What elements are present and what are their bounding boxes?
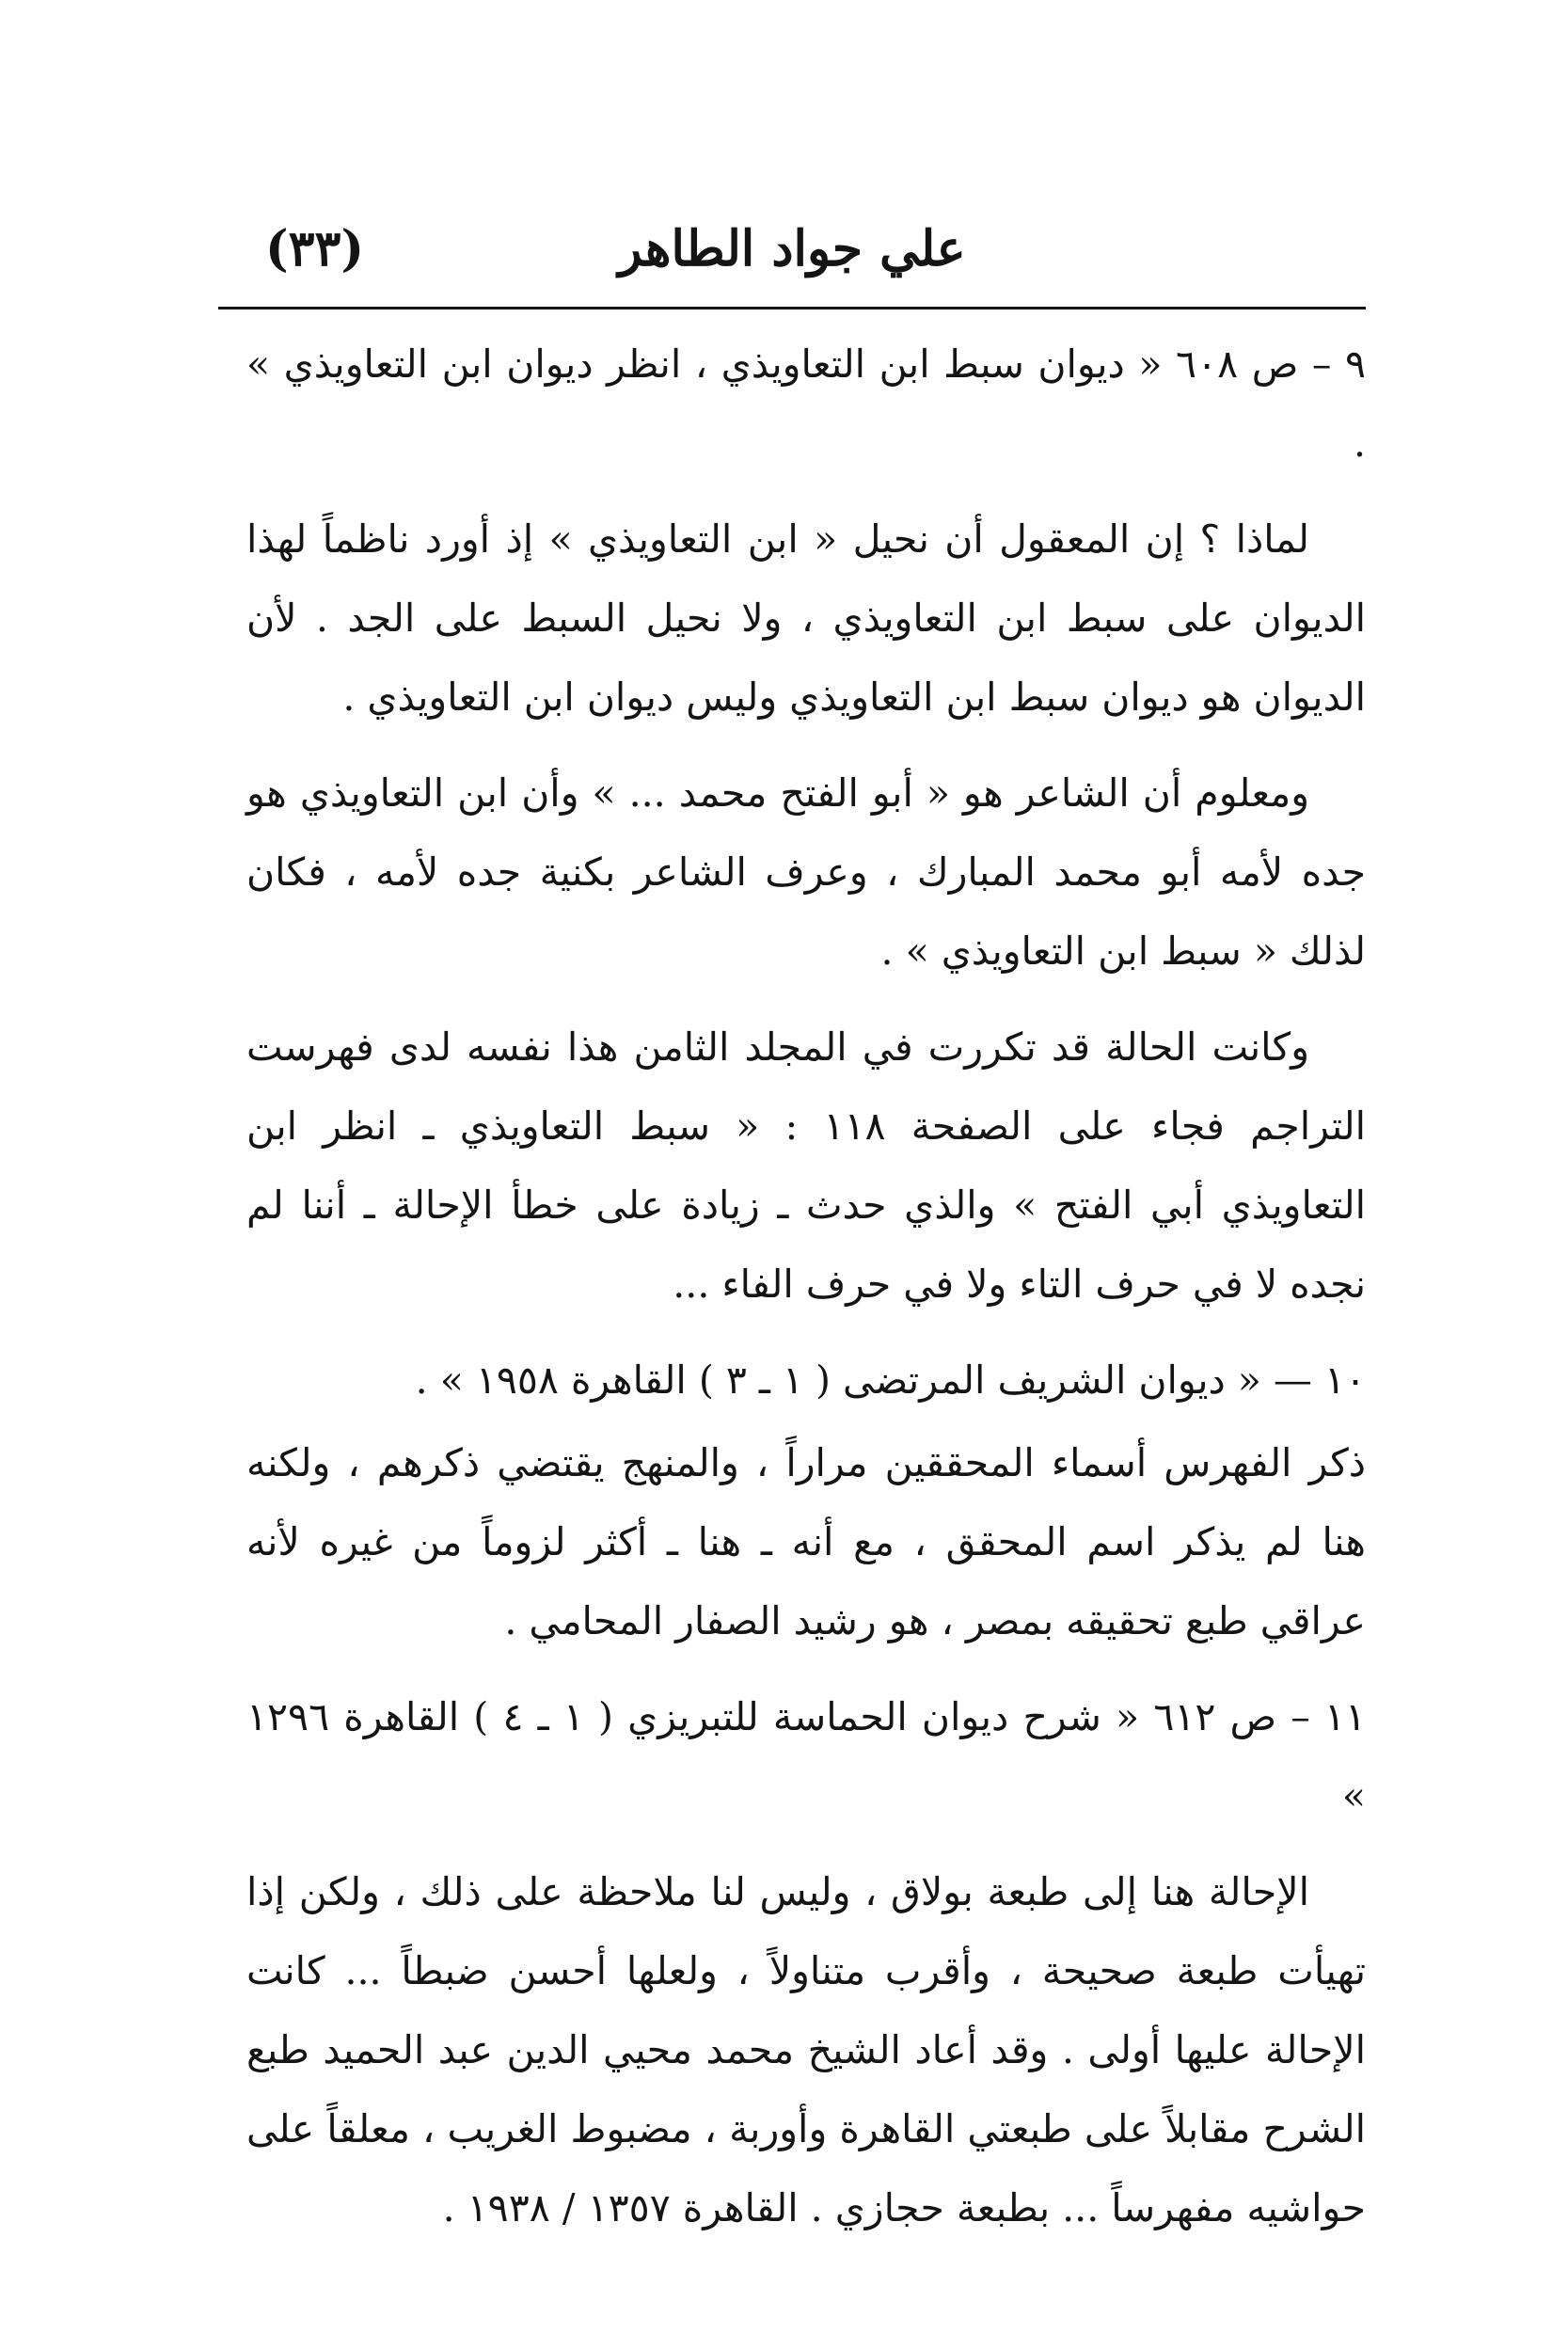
header-rule bbox=[218, 307, 1366, 309]
page-body bbox=[246, 325, 1366, 2264]
paragraph-item-9: ٩ – ص ٦٠٨ « ديوان سبط ابن التعاويذي ، انظر ديوان ابن التعاويذي » . bbox=[246, 341, 1367, 466]
paragraph: ومعلوم أن الشاعر هو « أبو الفتح محمد ... » وأن ابن التعاويذي هو جده لأمه أبو محمد المبارك ، وعرف الشاعر بكنية جده لأمه ، فكان لذلك « سبط ابن التعاويذي » . bbox=[246, 770, 1366, 974]
paragraph: ذكر الفهرس أسماء المحققين مراراً ، والمنهج يقتضي ذكرهم ، ولكنه هنا لم يذكر اسم المحقق ، مع أنه ـ هنا ـ أكثر لزوماً من غيره لأنه عراقي طبع تحقيقه بمصر ، هو رشيد الصفار المحامي . bbox=[246, 1440, 1366, 1643]
running-header bbox=[218, 188, 1366, 301]
page-header-title: علي جواد الطاهر bbox=[618, 220, 966, 278]
paragraph-item-11: ١١ – ص ٦١٢ « شرح ديوان الحماسة للتبريزي ( ١ ـ ٤ ) القاهرة ١٢٩٦ » bbox=[246, 1694, 1367, 1818]
paragraph: وكانت الحالة قد تكررت في المجلد الثامن هذا نفسه لدى فهرست التراجم فجاء على الصفحة ١١٨ : « سبط التعاويذي ـ انظر ابن التعاويذي أبي الفتح » والذي حدث ـ زيادة على خطأ الإحالة ـ أننا لم نجده لا في حرف التاء ولا في حرف الفاء ... bbox=[246, 1024, 1366, 1307]
paragraph: الإحالة هنا إلى طبعة بولاق ، وليس لنا ملاحظة على ذلك ، ولكن إذا تهيأت طبعة صحيحة ، وأقرب متناولاً ، ولعلها أحسن ضبطاً ... كانت الإحالة عليها أولى . وقد أعاد الشيخ محمد محيي الدين عبد الحميد طبع الشرح مقابلاً على طبعتي القاهرة وأوربة ، مضبوط الغريب ، معلقاً على حواشيه مفهرساً ... بطبعة حجازي . القاهرة ١٣٥٧ / ١٩٣٨ . bbox=[246, 1869, 1366, 2230]
paragraph-item-10: ١٠ — « ديوان الشريف المرتضى ( ١ ـ ٣ ) القاهرة ١٩٥٨ » . bbox=[415, 1357, 1366, 1403]
page-number: (٣٣) bbox=[265, 220, 365, 278]
paragraph: لماذا ؟ إن المعقول أن نحيل « ابن التعاويذي » إذ أورد ناظماً لهذا الديوان على سبط ابن التعاويذي ، ولا نحيل السبط على الجد . لأن الديوان هو ديوان سبط ابن التعاويذي وليس ديوان ابن التعاويذي . bbox=[246, 516, 1366, 720]
